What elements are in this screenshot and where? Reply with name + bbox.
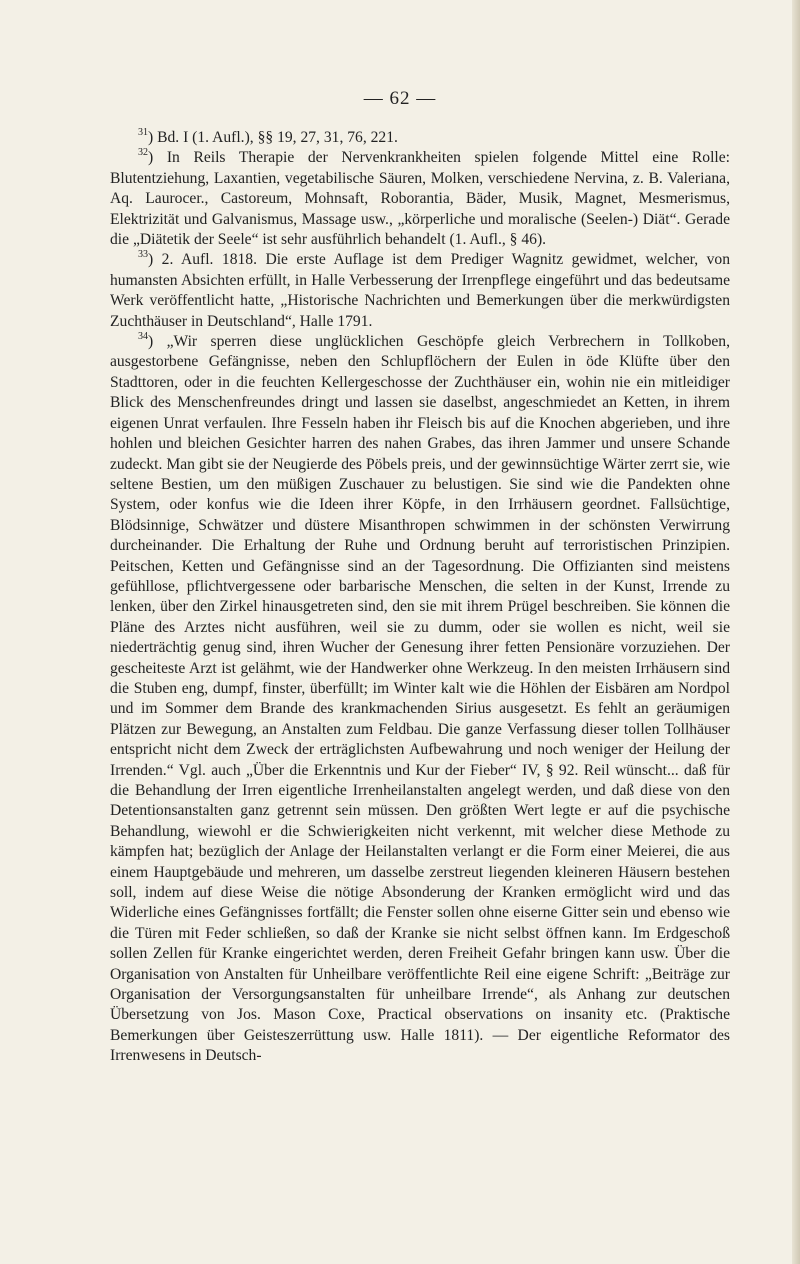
footnote-text: ) Bd. I (1. Aufl.), §§ 19, 27, 31, 76, 221.	[148, 129, 398, 146]
footnote-marker: 31	[138, 126, 148, 138]
footnote-marker: 32	[138, 147, 148, 159]
page-number: — 62 —	[363, 88, 437, 109]
footnote-text: ) 2. Aufl. 1818. Die erste Auflage ist dem Prediger Wagnitz gewidmet, welcher, von humansten Absichten erfüllt, in Halle Verbesserung der Irrenpflege eingeführt und das bedeutsame Werk veröffentlicht hatte, „Historische Nachrichten und Bemerkungen über die merkwürdigsten Zuchthäuser in Deutschland“, Halle 1791.	[110, 251, 730, 330]
footnote-text: ) In Reils Therapie der Nervenkrankheiten spielen folgende Mittel eine Rolle: Blutentziehung, Laxantien, vegetabilische Säuren, Molken, verschiedene Nervina, z. B. Valeriana, Aq. Laurocer., Castoreum, Mohnsaft, Roborantia, Bäder, Musik, Magnet, Mesmerismus, Elektrizität und Galvanismus, Massage usw., „körperliche und moralische (Seelen-) Diät“. Gerade die „Diätetik der Seele“ ist sehr ausführlich behandelt (1. Aufl., § 46).	[110, 149, 730, 249]
page-edge	[792, 0, 800, 1264]
footnote-34	[110, 332, 730, 1067]
footnote-33	[110, 250, 730, 332]
footnote-text: ) „Wir sperren diese unglücklichen Geschöpfe gleich Verbrechern in Tollkoben, ausgestorbene Gefängnisse, neben den Schlupflöchern der Eulen in öde Klüfte über den Stadttoren, oder in die feuchten Kellergeschosse der Zuchthäuser ein, wohin nie ein mitleidiger Blick des Menschenfreundes dringt und lassen sie daselbst, angeschmiedet an Ketten, in ihrem eigenen Unrat verfaulen. Ihre Fesseln haben ihr Fleisch bis auf die Knochen abgerieben, und ihre hohlen und bleichen Gesichter harren des nahen Grabes, das ihren Jammer und unsere Schande zudeckt. Man gibt sie der Neugierde des Pöbels preis, und der gewinnsüchtige Wärter zerrt sie, wie seltene Bestien, um den müßigen Zuschauer zu belustigen. Sie sind wie die Pandekten ohne System, oder konfus wie die Ideen ihrer Köpfe, in den Irrhäusern geordnet. Fallsüchtige, Blödsinnige, Schwätzer und düstere Misanthropen schwimmen in der schönsten Verwirrung durcheinander. Die Erhaltung der Ruhe und Ordnung beruht auf terroristischen Prinzipien. Peitschen, Ketten und Gefängnisse sind an der Tagesordnung. Die Offizianten sind meistens gefühllose, pflichtvergessene oder barbarische Menschen, die selten in der Kunst, Irrende zu lenken, über den Zirkel hinausgetreten sind, den sie mit ihrem Prügel beschreiben. Sie können die Pläne des Arztes nicht ausführen, weil sie zu dumm, oder sie wollen es nicht, weil sie niederträchtig genug sind, ihren Wucher der Genesung ihrer fetten Pensionäre vorzuziehen. Der gescheiteste Arzt ist gelähmt, wie der Handwerker ohne Werkzeug. In den meisten Irrhäusern sind die Stuben eng, dumpf, finster, überfüllt; im Winter kalt wie die Höhlen der Eisbären am Nordpol und im Sommer dem Brande des krankmachenden Sirius ausgesetzt. Es fehlt an geräumigen Plätzen zur Bewegung, an Anstalten zum Feldbau. Die ganze Verfassung dieser tollen Tollhäuser entspricht nicht dem Zweck der erträglichsten Aufbewahrung und noch weniger der Heilung der Irrenden.“ Vgl. auch „Über die Erkenntnis und Kur der Fieber“ IV, § 92. Reil wünscht... daß für die Behandlung der Irren eigentliche Irrenheilanstalten angelegt werden, und daß diese von den Detentionsanstalten ganz getrennt sein müssen. Den größten Wert legte er auf die psychische Behandlung, wiewohl er die Schwierigkeiten nicht verkennt, mit welcher diese Methode zu kämpfen hat; bezüglich der Anlage der Heilanstalten verlangt er die Form einer Meierei, die aus einem Hauptgebäude und mehreren, um dasselbe zerstreut liegenden kleineren Häusern bestehen soll, indem auf diese Weise die nötige Absonderung der Kranken ermöglicht wird und das Widerliche eines Gefängnisses fortfällt; die Fenster sollen ohne eiserne Gitter sein und ebenso wie die Türen mit Feder schließen, so daß der Kranke sie nicht selbst öffnen kann. Im Erdgeschoß sollen Zellen für Kranke eingerichtet werden, deren Freiheit Gefahr bringen kann usw. Über die Organisation von Anstalten für Unheilbare veröffentlichte Reil eine eigene Schrift: „Beiträge zur Organisation der Versorgungsanstalten für unheilbare Irrende“, als Anhang zur deutschen Übersetzung von Jos. Mason Coxe, Practical observations on insanity etc. (Praktische Bemerkungen über Geisteszerrüttung usw. Halle 1811). — Der eigentliche Reformator des Irrenwesens in Deutsch-	[110, 333, 730, 1065]
footnotes-block	[110, 128, 730, 1067]
footnote-32	[110, 148, 730, 250]
footnote-31	[110, 128, 730, 148]
footnote-marker: 34	[138, 330, 148, 342]
footnote-marker: 33	[138, 249, 148, 261]
